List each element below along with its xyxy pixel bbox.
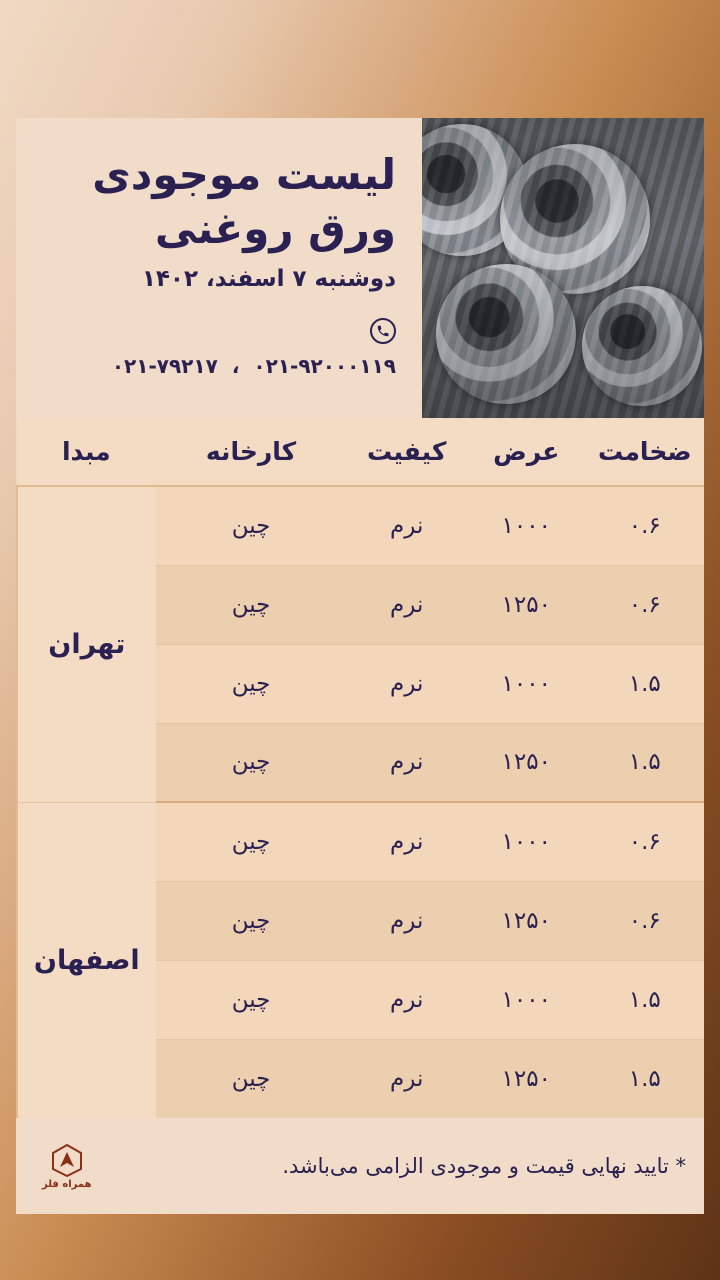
footer-panel (16, 1118, 704, 1214)
logo-mark-icon (50, 1143, 84, 1177)
cell-quality: نرم (346, 723, 467, 802)
column-header-quality: کیفیت (346, 418, 467, 486)
cell-quality: نرم (346, 565, 467, 644)
cell-width: ۱۰۰۰ (467, 802, 586, 881)
cell-width: ۱۲۵۰ (467, 881, 586, 960)
cell-thickness: ۰.۶ (585, 802, 704, 881)
inventory-table (16, 418, 704, 1119)
cell-factory: چین (156, 723, 347, 802)
cell-factory: چین (156, 881, 347, 960)
cell-thickness: ۱.۵ (585, 723, 704, 802)
table-header-row (17, 418, 704, 486)
cell-quality: نرم (346, 881, 467, 960)
cell-quality: نرم (346, 960, 467, 1039)
page-title-line-1: لیست موجودی (92, 150, 396, 199)
column-header-origin: مبدا (17, 418, 156, 486)
cell-factory: چین (156, 565, 347, 644)
photo-shading (422, 118, 704, 418)
cell-factory: چین (156, 644, 347, 723)
brand-logo (42, 1143, 92, 1190)
table-row (17, 802, 704, 881)
cell-factory: چین (156, 486, 347, 565)
cell-origin: تهران (17, 486, 156, 802)
cell-origin: اصفهان (17, 802, 156, 1118)
table-body (17, 486, 704, 1118)
phone-numbers (36, 354, 396, 378)
column-header-width: عرض (467, 418, 586, 486)
cell-width: ۱۲۵۰ (467, 565, 586, 644)
cell-width: ۱۰۰۰ (467, 644, 586, 723)
cell-width: ۱۰۰۰ (467, 960, 586, 1039)
footer-note: * تایید نهایی قیمت و موجودی الزامی می‌باشد. (282, 1154, 686, 1178)
cell-thickness: ۱.۵ (585, 1039, 704, 1118)
cell-thickness: ۰.۶ (585, 486, 704, 565)
cell-quality: نرم (346, 644, 467, 723)
cell-width: ۱۰۰۰ (467, 486, 586, 565)
cell-quality: نرم (346, 1039, 467, 1118)
header-text-block (16, 118, 422, 418)
cell-width: ۱۲۵۰ (467, 723, 586, 802)
cell-quality: نرم (346, 486, 467, 565)
phone-separator: ، (231, 353, 240, 378)
cell-width: ۱۲۵۰ (467, 1039, 586, 1118)
phone-number-2[interactable]: ۰۲۱-۷۹۲۱۷ (111, 353, 218, 378)
cell-factory: چین (156, 1039, 347, 1118)
phone-icon-row (36, 318, 396, 344)
steel-coils-photo (422, 118, 704, 418)
cell-thickness: ۰.۶ (585, 565, 704, 644)
cell-factory: چین (156, 802, 347, 881)
header-panel (16, 118, 704, 418)
phone-number-1[interactable]: ۰۲۱-۹۲۰۰۰۱۱۹ (253, 353, 396, 378)
cell-thickness: ۱.۵ (585, 960, 704, 1039)
cell-thickness: ۰.۶ (585, 881, 704, 960)
column-header-factory: کارخانه (156, 418, 347, 486)
column-header-thickness: ضخامت (585, 418, 704, 486)
cell-thickness: ۱.۵ (585, 644, 704, 723)
cell-quality: نرم (346, 802, 467, 881)
phone-icon (370, 318, 396, 344)
cell-factory: چین (156, 960, 347, 1039)
logo-text: همراه فلز (42, 1178, 92, 1190)
page-title-line-2: ورق روغنی (154, 203, 396, 253)
page-date: دوشنبه ۷ اسفند، ۱۴۰۲ (141, 265, 396, 292)
table-row (17, 486, 704, 565)
table-head (17, 418, 704, 486)
inventory-table-panel (16, 418, 704, 1118)
